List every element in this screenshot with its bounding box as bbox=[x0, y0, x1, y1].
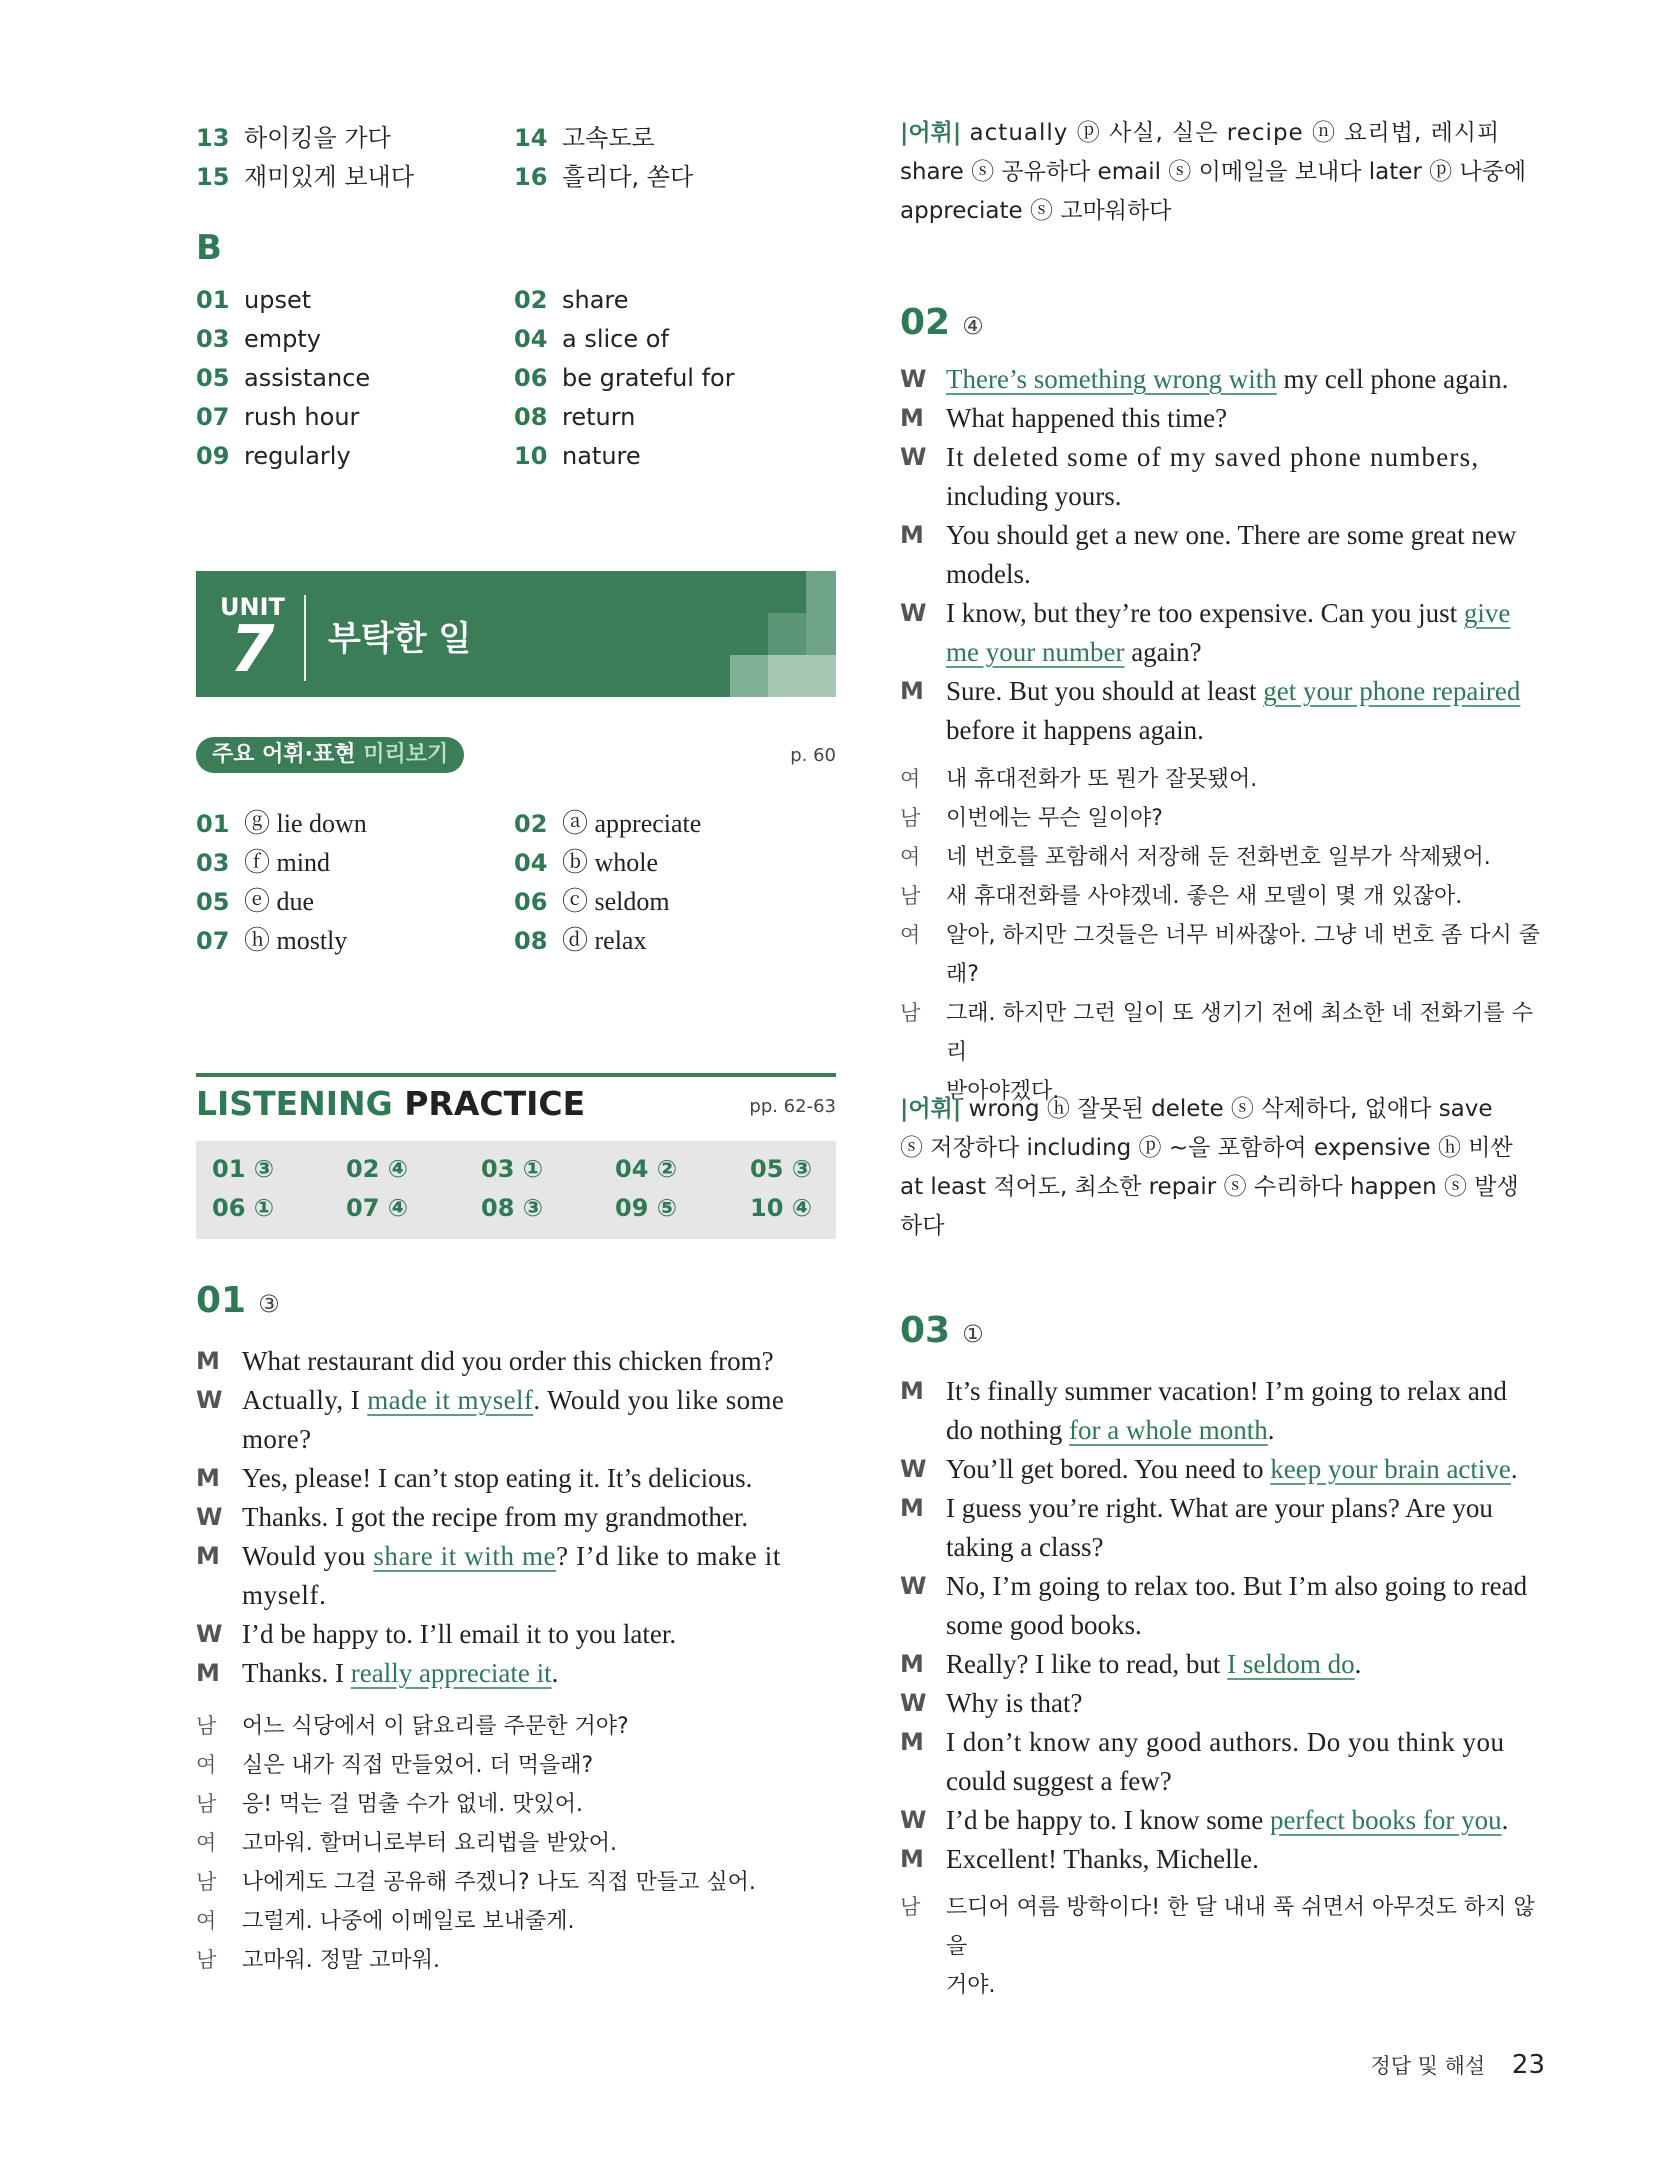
speaker: 여 bbox=[196, 1909, 217, 1933]
question-03-header bbox=[900, 1310, 984, 1351]
item-text: ⓑ whole bbox=[562, 848, 659, 877]
speaker: W bbox=[900, 1689, 927, 1717]
item-text: rush hour bbox=[244, 403, 360, 431]
item-number: 13 bbox=[196, 124, 230, 152]
listening-title-b: PRACTICE bbox=[404, 1084, 586, 1123]
banner-block bbox=[730, 655, 768, 697]
dialog-text bbox=[946, 1450, 1541, 1489]
dialog-text bbox=[946, 516, 1541, 594]
speaker: 여 bbox=[900, 767, 921, 791]
translation-text bbox=[946, 1888, 1541, 2005]
dialog-text-part: taking a class? bbox=[946, 1532, 1104, 1562]
item-text: regularly bbox=[244, 442, 351, 470]
translation-text-part: 거야. bbox=[946, 1973, 996, 1998]
speaker: 남 bbox=[196, 1792, 217, 1816]
unit-number: 7 bbox=[230, 613, 275, 687]
dialog-text: Yes, please! I can’t stop eating it. It’s delicious. bbox=[242, 1463, 753, 1493]
speaker: 남 bbox=[900, 1895, 921, 1919]
item-number: 10 bbox=[514, 442, 548, 470]
speaker: M bbox=[196, 1464, 220, 1492]
vocab-tag: |어휘| bbox=[900, 1096, 962, 1122]
dialog-text-part: Really? I like to read, but bbox=[946, 1649, 1228, 1679]
vocab-text: actually ⓟ 사실, 실은 recipe ⓝ 요리법, 레시피 bbox=[961, 120, 1501, 146]
answer-cell: 10 ④ bbox=[750, 1194, 813, 1222]
speaker: 남 bbox=[900, 1001, 921, 1025]
listening-pages: pp. 62-63 bbox=[749, 1096, 836, 1117]
item-text: a slice of bbox=[562, 325, 669, 353]
item-number: 02 bbox=[514, 810, 548, 838]
translation-text: 그럴게. 나중에 이메일로 보내줄게. bbox=[242, 1909, 575, 1934]
item-number: 05 bbox=[196, 364, 230, 392]
speaker: 남 bbox=[900, 806, 921, 830]
vocab-tag: |어휘| bbox=[900, 120, 962, 146]
speaker: M bbox=[196, 1659, 220, 1687]
dialog-text bbox=[946, 1489, 1541, 1567]
answer-cell: 05 ③ bbox=[750, 1155, 813, 1183]
dialog-text-part: No, I’m going to relax too. But I’m also going to read bbox=[946, 1571, 1528, 1601]
dialog-text-part: It’s finally summer vacation! I’m going to relax and bbox=[946, 1376, 1507, 1406]
answer-cell: 04 ② bbox=[615, 1155, 678, 1183]
dialog-text-part: Actually, I bbox=[242, 1385, 368, 1415]
item-number: 01 bbox=[196, 286, 230, 314]
speaker: W bbox=[900, 1572, 927, 1600]
dialog-text-part: . bbox=[551, 1658, 559, 1688]
item-number: 09 bbox=[196, 442, 230, 470]
question-01-header bbox=[196, 1280, 280, 1321]
dialog-text-part: . bbox=[1354, 1649, 1362, 1679]
translation-text-part: 받아야겠다. bbox=[946, 1079, 1060, 1104]
answer-cell: 06 ① bbox=[212, 1194, 275, 1222]
vocab-line: at least 적어도, 최소한 repair ⓢ 수리하다 happen ⓢ 발생 bbox=[900, 1174, 1519, 1200]
translation-text-part: 그래. 하지만 그런 일이 또 생기기 전에 최소한 네 전화기를 수리 bbox=[946, 1001, 1533, 1065]
speaker: 남 bbox=[900, 884, 921, 908]
speaker: 여 bbox=[900, 845, 921, 869]
dialog-text-part: could suggest a few? bbox=[946, 1766, 1172, 1796]
item-text: empty bbox=[244, 325, 321, 353]
item-text: ⓓ relax bbox=[562, 926, 647, 955]
item-text: ⓐ appreciate bbox=[562, 809, 702, 838]
dialog-text-part: . Would you like some bbox=[533, 1385, 785, 1415]
dialog-text-part: some good books. bbox=[946, 1610, 1142, 1640]
banner-block bbox=[768, 613, 806, 655]
item-text: return bbox=[562, 403, 636, 431]
dialog-text bbox=[946, 672, 1541, 750]
speaker: W bbox=[196, 1620, 223, 1648]
vocab-line bbox=[900, 1090, 1545, 1129]
page-number: 23 bbox=[1511, 2050, 1545, 2080]
dialog-text-part: It deleted some of my saved phone numbers, bbox=[946, 442, 1480, 472]
question-number: 02 bbox=[900, 302, 951, 343]
dialog-text-part: I guess you’re right. What are your plans? Are you bbox=[946, 1493, 1493, 1523]
speaker: M bbox=[900, 677, 924, 705]
footer bbox=[1370, 2050, 1545, 2080]
dialog-text bbox=[946, 1567, 1541, 1645]
section-b-label: B bbox=[196, 228, 222, 268]
dialog-text-part: including yours. bbox=[946, 481, 1122, 511]
speaker: 여 bbox=[900, 923, 921, 947]
item-number: 06 bbox=[514, 364, 548, 392]
item-number: 04 bbox=[514, 849, 548, 877]
dialog-text-part: myself. bbox=[242, 1580, 327, 1610]
item-number: 03 bbox=[196, 325, 230, 353]
vocab-01 bbox=[900, 114, 1545, 231]
dialog-text-part: I’d be happy to. I know some bbox=[946, 1805, 1270, 1835]
translation-text-part: 알아, 하지만 그것들은 너무 비싸잖아. 그냥 네 번호 좀 다시 줄 bbox=[946, 923, 1540, 948]
dialog-text bbox=[946, 1645, 1541, 1684]
item-number: 14 bbox=[514, 124, 548, 152]
answer-underline: keep your brain active bbox=[1270, 1454, 1511, 1484]
dialog-text-part: You’ll get bored. You need to bbox=[946, 1454, 1271, 1484]
question-02-header bbox=[900, 302, 984, 343]
item-text: be grateful for bbox=[562, 364, 735, 392]
speaker: M bbox=[196, 1347, 220, 1375]
item-text: ⓗ mostly bbox=[244, 926, 348, 955]
vocab-text: wrong ⓗ 잘못된 delete ⓢ 삭제하다, 없애다 save bbox=[961, 1096, 1493, 1122]
dialog-text bbox=[946, 594, 1541, 672]
answer-underline: There’s something wrong with bbox=[946, 364, 1277, 394]
item-text: nature bbox=[562, 442, 641, 470]
translation-text bbox=[946, 916, 1541, 994]
speaker: 남 bbox=[196, 1714, 217, 1738]
item-text: ⓒ seldom bbox=[562, 887, 670, 916]
dialog-text: Excellent! Thanks, Michelle. bbox=[946, 1844, 1259, 1874]
dialog-text-part: models. bbox=[946, 559, 1031, 589]
item-number: 05 bbox=[196, 888, 230, 916]
answer-underline: for a whole month bbox=[1069, 1415, 1268, 1445]
translation-text: 실은 내가 직접 만들었어. 더 먹을래? bbox=[242, 1753, 594, 1778]
dialog-text bbox=[946, 438, 1541, 516]
translation-text: 응! 먹는 걸 멈출 수가 없네. 맛있어. bbox=[242, 1792, 584, 1817]
speaker: W bbox=[196, 1386, 223, 1414]
item-text: 하이킹을 가다 bbox=[244, 124, 391, 152]
dialog-text: What restaurant did you order this chicken from? bbox=[242, 1346, 774, 1376]
speaker: M bbox=[900, 1728, 924, 1756]
dialog-text bbox=[946, 1723, 1541, 1801]
question-answer: ④ bbox=[962, 312, 984, 340]
item-number: 06 bbox=[514, 888, 548, 916]
dialog-text-part: . bbox=[1267, 1415, 1275, 1445]
preview-badge bbox=[196, 737, 464, 773]
dialog-text-part: I know, but they’re too expensive. Can you just bbox=[946, 598, 1464, 628]
listening-rule bbox=[196, 1073, 836, 1077]
item-text: ⓕ mind bbox=[244, 848, 330, 877]
vocab-line: ⓢ 저장하다 including ⓟ ~을 포함하여 expensive ⓗ 비싼 bbox=[900, 1135, 1513, 1161]
vocab-line: appreciate ⓢ 고마워하다 bbox=[900, 198, 1172, 224]
speaker: W bbox=[900, 1806, 927, 1834]
translation-text: 내 휴대전화가 또 뭔가 잘못됐어. bbox=[946, 767, 1258, 792]
translation-text: 고마워. 정말 고마워. bbox=[242, 1948, 440, 1973]
item-text: 재미있게 보내다 bbox=[244, 163, 414, 191]
footer-label: 정답 및 해설 bbox=[1370, 2054, 1486, 2078]
item-text: 흘리다, 쏟다 bbox=[562, 163, 694, 191]
speaker: 여 bbox=[196, 1753, 217, 1777]
dialog-text bbox=[946, 1372, 1541, 1450]
item-number: 08 bbox=[514, 403, 548, 431]
answer-underline: me your number bbox=[946, 637, 1125, 667]
dialog-text-part: Thanks. I bbox=[242, 1658, 351, 1688]
vocab-line: 하다 bbox=[900, 1213, 945, 1239]
dialog-text: What happened this time? bbox=[946, 403, 1228, 433]
answer-grid bbox=[196, 1141, 836, 1239]
item-text: ⓖ lie down bbox=[244, 809, 367, 838]
item-number: 01 bbox=[196, 810, 230, 838]
item-number: 07 bbox=[196, 927, 230, 955]
unit-label: UNIT bbox=[220, 593, 285, 621]
speaker: M bbox=[900, 1377, 924, 1405]
listening-title bbox=[196, 1084, 585, 1123]
unit-divider bbox=[304, 595, 306, 681]
question-number: 01 bbox=[196, 1280, 247, 1321]
translation-text-part: 드디어 여름 방학이다! 한 달 내내 푹 쉬면서 아무것도 하지 않을 bbox=[946, 1895, 1535, 1959]
preview-badge-sub: 미리보기 bbox=[363, 742, 449, 767]
translation-text-part: 래? bbox=[946, 962, 979, 987]
dialog-text: I’d be happy to. I’ll email it to you later. bbox=[242, 1619, 677, 1649]
translation-text: 어느 식당에서 이 닭요리를 주문한 거야? bbox=[242, 1714, 629, 1739]
vocab-line bbox=[900, 114, 1545, 153]
speaker: 남 bbox=[196, 1948, 217, 1972]
item-text: assistance bbox=[244, 364, 371, 392]
dialog-text-part: more? bbox=[242, 1424, 312, 1454]
speaker: W bbox=[900, 365, 927, 393]
preview-page: p. 60 bbox=[790, 745, 836, 766]
dialog-text bbox=[242, 1654, 837, 1693]
translation-text: 네 번호를 포함해서 저장해 둔 전화번호 일부가 삭제됐어. bbox=[946, 845, 1491, 870]
preview-badge-main: 주요 어휘·표현 bbox=[212, 742, 356, 767]
speaker: 남 bbox=[196, 1870, 217, 1894]
answer-cell: 07 ④ bbox=[346, 1194, 409, 1222]
item-text: 고속도로 bbox=[562, 124, 655, 152]
dialog-text-part: ? I’d like to make it bbox=[556, 1541, 781, 1571]
answer-cell: 03 ① bbox=[481, 1155, 544, 1183]
answer-underline: perfect books for you bbox=[1269, 1805, 1502, 1835]
vocab-02 bbox=[900, 1090, 1545, 1246]
translation-text: 나에게도 그걸 공유해 주겠니? 나도 직접 만들고 싶어. bbox=[242, 1870, 756, 1895]
speaker: 여 bbox=[196, 1831, 217, 1855]
answer-cell: 01 ③ bbox=[212, 1155, 275, 1183]
item-number: 04 bbox=[514, 325, 548, 353]
answer-underline: I seldom do bbox=[1227, 1649, 1355, 1679]
item-number: 16 bbox=[514, 163, 548, 191]
speaker: W bbox=[196, 1503, 223, 1531]
speaker: W bbox=[900, 443, 927, 471]
dialog-text: Why is that? bbox=[946, 1688, 1083, 1718]
item-number: 07 bbox=[196, 403, 230, 431]
dialog-text bbox=[242, 1381, 837, 1459]
listening-title-a: LISTENING bbox=[196, 1084, 393, 1123]
speaker: W bbox=[900, 599, 927, 627]
dialog-text-part: . bbox=[1510, 1454, 1518, 1484]
dialog-text-part: again? bbox=[1124, 637, 1202, 667]
question-answer: ① bbox=[962, 1320, 984, 1348]
translation-text: 새 휴대전화를 사야겠네. 좋은 새 모델이 몇 개 있잖아. bbox=[946, 884, 1463, 909]
speaker: M bbox=[196, 1542, 220, 1570]
speaker: W bbox=[900, 1455, 927, 1483]
question-answer: ③ bbox=[258, 1290, 280, 1318]
item-text: ⓔ due bbox=[244, 887, 315, 916]
item-text: share bbox=[562, 286, 629, 314]
dialog-text bbox=[946, 1801, 1541, 1840]
answer-underline: really appreciate it bbox=[350, 1658, 552, 1688]
dialog-text-part: . bbox=[1501, 1805, 1509, 1835]
speaker: M bbox=[900, 404, 924, 432]
vocab-line: share ⓢ 공유하다 email ⓢ 이메일을 보내다 later ⓟ 나중에 bbox=[900, 159, 1527, 185]
dialog-text bbox=[242, 1537, 837, 1615]
unit-title: 부탁한 일 bbox=[328, 619, 472, 659]
answer-cell: 08 ③ bbox=[481, 1194, 544, 1222]
question-number: 03 bbox=[900, 1310, 951, 1351]
dialog-text-part: I don’t know any good authors. Do you think you bbox=[946, 1727, 1505, 1757]
dialog-text-part: before it happens again. bbox=[946, 715, 1204, 745]
speaker: M bbox=[900, 1845, 924, 1873]
speaker: M bbox=[900, 1650, 924, 1678]
answer-underline: give bbox=[1463, 598, 1511, 628]
item-number: 08 bbox=[514, 927, 548, 955]
answer-underline: share it with me bbox=[373, 1541, 557, 1571]
translation-text: 이번에는 무슨 일이야? bbox=[946, 806, 1163, 831]
dialog-text-part: my cell phone again. bbox=[1276, 364, 1509, 394]
banner-block bbox=[806, 571, 836, 613]
item-number: 15 bbox=[196, 163, 230, 191]
dialog-text-part: Sure. But you should at least bbox=[946, 676, 1264, 706]
dialog-text-part: You should get a new one. There are some great new bbox=[946, 520, 1517, 550]
item-number: 02 bbox=[514, 286, 548, 314]
dialog-text bbox=[946, 360, 1541, 399]
answer-underline: get your phone repaired bbox=[1263, 676, 1521, 706]
speaker: M bbox=[900, 521, 924, 549]
answer-cell: 09 ⑤ bbox=[615, 1194, 678, 1222]
unit-banner bbox=[196, 571, 836, 697]
answer-cell: 02 ④ bbox=[346, 1155, 409, 1183]
dialog-text-part: do nothing bbox=[946, 1415, 1070, 1445]
dialog-text-part: Would you bbox=[242, 1541, 374, 1571]
item-text: upset bbox=[244, 286, 312, 314]
item-number: 03 bbox=[196, 849, 230, 877]
dialog-text: Thanks. I got the recipe from my grandmother. bbox=[242, 1502, 749, 1532]
translation-text: 고마워. 할머니로부터 요리법을 받았어. bbox=[242, 1831, 617, 1856]
answer-underline: made it myself bbox=[367, 1385, 534, 1415]
speaker: M bbox=[900, 1494, 924, 1522]
